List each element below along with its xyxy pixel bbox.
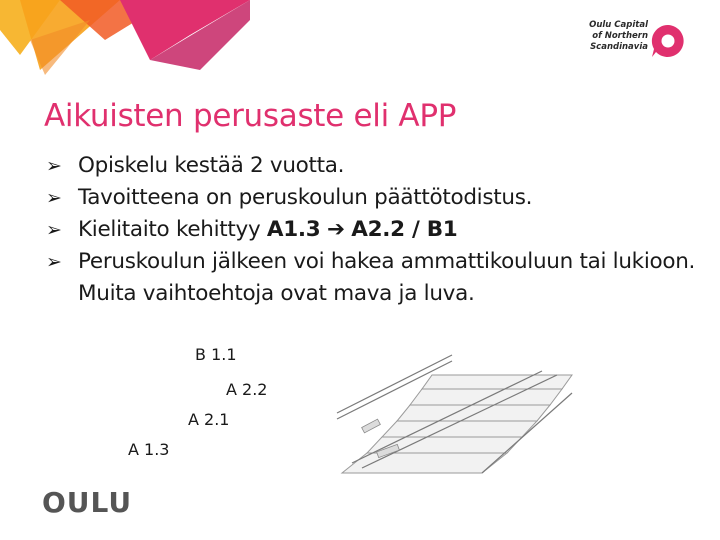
level-label-a21: A 2.1 xyxy=(188,410,230,429)
level-label-b11: B 1.1 xyxy=(195,345,237,364)
bullet-item xyxy=(46,182,696,214)
arrowhead-bullet-icon: ➢ xyxy=(46,251,62,273)
level-from: A1.3 xyxy=(266,217,321,242)
arrowhead-bullet-icon: ➢ xyxy=(46,219,62,241)
brand-line-1: Oulu Capital xyxy=(589,20,648,30)
speech-bubble-icon xyxy=(650,23,686,59)
bullet-text: Opiskelu kestää 2 vuotta. xyxy=(78,153,345,178)
bullet-text: Peruskoulun jälkeen voi hakea ammattikouluun tai lukioon. Muita vaihtoehtoja ovat mava ja luva. xyxy=(78,249,696,306)
brand-line-2: of Northern xyxy=(592,31,648,41)
arrowhead-bullet-icon: ➢ xyxy=(46,187,62,209)
corner-decoration xyxy=(0,0,250,90)
oulu-logo: OULU xyxy=(42,486,133,519)
bullet-list xyxy=(46,150,696,310)
staircase-illustration xyxy=(332,353,576,481)
brand-text xyxy=(578,20,648,53)
level-label-a22: A 2.2 xyxy=(226,380,268,399)
brand-line-3: Scandinavia xyxy=(590,42,648,52)
level-label-a13: A 1.3 xyxy=(128,440,170,459)
bullet-item xyxy=(46,246,696,310)
oulu-capital-logo xyxy=(578,20,696,62)
slide-title: Aikuisten perusaste eli APP xyxy=(44,98,457,134)
level-to: A2.2 / B1 xyxy=(351,217,458,242)
bullet-text: Tavoitteena on peruskoulun päättötodistus. xyxy=(78,185,533,210)
bullet-item xyxy=(46,214,696,246)
bullet-item xyxy=(46,150,696,182)
right-arrow-icon: ➔ xyxy=(326,217,345,242)
arrowhead-bullet-icon: ➢ xyxy=(46,155,62,177)
bullet-prefix: Kielitaito kehittyy xyxy=(78,217,267,242)
